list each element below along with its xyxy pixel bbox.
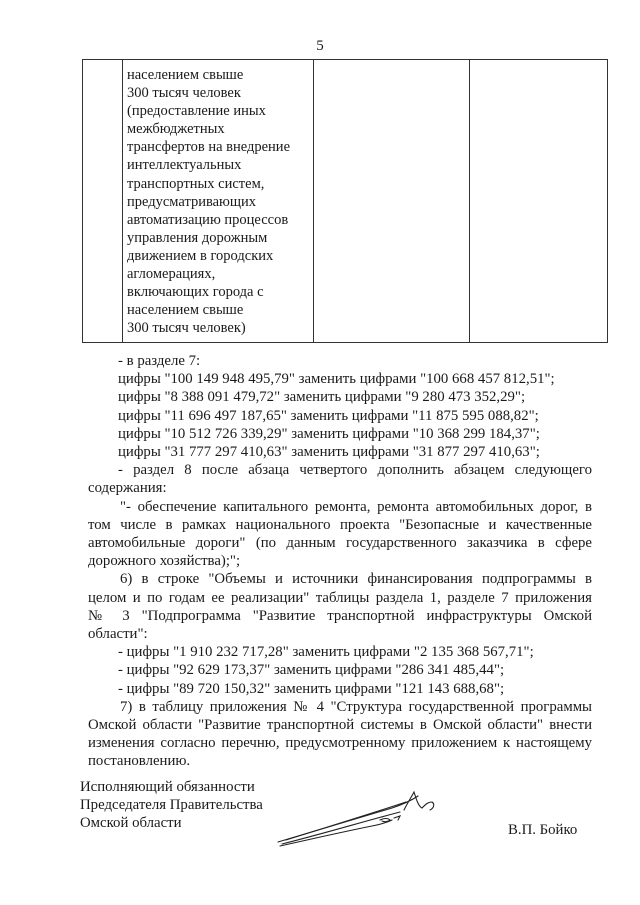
table-cell-description <box>122 60 313 343</box>
signatory-line: Омской области <box>80 815 182 832</box>
text-line: - цифры "1 910 232 717,28" заменить цифрами "2 135 368 567,71"; <box>118 644 534 661</box>
text-line: цифры "100 149 948 495,79" заменить цифрами "100 668 457 812,51"; <box>118 371 555 388</box>
cell-line: трансфертов на внедрение <box>126 139 291 156</box>
cell-line: 300 тысяч человек) <box>126 320 246 337</box>
text-line: Омской области "Развитие транспортной системы в Омской области" внести <box>88 717 592 734</box>
text-line: - в разделе 7: <box>118 353 201 369</box>
text-line: - раздел 8 после абзаца четвертого дополнить абзацем следующего <box>118 462 592 479</box>
document-body <box>88 352 592 771</box>
table-row <box>83 60 608 343</box>
continued-table <box>82 59 608 343</box>
signatory-name: В.П. Бойко <box>508 822 578 838</box>
text-line: "- обеспечение капитального ремонта, ремонта автомобильных дорог, в <box>120 498 592 515</box>
cell-line: населением свыше <box>126 67 244 83</box>
text-line: автомобильные дороги" (по данным государственного заказчика в сфере <box>88 535 592 552</box>
cell-line: транспортных систем, <box>126 175 265 192</box>
text-line: цифры "31 777 297 410,63" заменить цифрами "31 877 297 410,63"; <box>118 444 540 461</box>
text-line: № 3 "Подпрограмма "Развитие транспортной инфраструктуры Омской <box>88 607 592 624</box>
cell-line: интеллектуальных <box>126 157 242 174</box>
signatory-title <box>80 778 263 833</box>
text-line: - цифры "89 720 150,32" заменить цифрами "121 143 688,68"; <box>118 680 505 697</box>
table-cell-number <box>83 60 123 343</box>
text-line: постановлению. <box>88 753 191 770</box>
text-line: том числе в рамках национального проекта "Безопасные и качественные <box>88 516 592 533</box>
text-line: - цифры "92 629 173,37" заменить цифрами "286 341 485,44"; <box>118 662 505 679</box>
handwritten-signature <box>272 788 448 848</box>
cell-line: движением в городских <box>126 247 274 264</box>
text-line: целом и по годам ее реализации" таблицы раздела 1, разделе 7 приложения <box>88 589 592 606</box>
cell-line: автоматизацию процессов <box>126 211 289 228</box>
cell-line: 300 тысяч человек <box>126 85 241 102</box>
text-line: 7) в таблицу приложения № 4 "Структура государственной программы <box>120 698 592 715</box>
signatory-line: Председателя Правительства <box>80 797 263 814</box>
cell-line: включающих города с <box>126 284 264 301</box>
cell-line: управления дорожным <box>126 229 268 246</box>
page-number: 5 <box>316 38 324 54</box>
cell-line: населением свыше <box>126 302 244 319</box>
table-cell-empty <box>313 60 470 343</box>
table-cell-empty <box>470 60 608 343</box>
cell-line: (предоставление иных <box>126 103 266 120</box>
text-line: 6) в строке "Объемы и источники финансирования подпрограммы в <box>120 571 592 588</box>
text-line: дорожного хозяйства);"; <box>88 553 241 570</box>
text-line: области": <box>88 626 148 643</box>
cell-line: межбюджетных <box>126 121 225 138</box>
signatory-line: Исполняющий обязанности <box>80 779 255 795</box>
text-line: цифры "10 512 726 339,29" заменить цифрами "10 368 299 184,37"; <box>118 425 540 442</box>
cell-line: агломерациях, <box>126 266 216 283</box>
text-line: содержания: <box>88 480 167 497</box>
text-line: цифры "8 388 091 479,72" заменить цифрами "9 280 473 352,29"; <box>118 389 526 406</box>
text-line: изменения согласно перечню, предусмотренному приложением к настоящему <box>88 735 592 752</box>
text-line: цифры "11 696 497 187,65" заменить цифрами "11 875 595 088,82"; <box>118 407 539 424</box>
cell-line: предусматривающих <box>126 193 257 210</box>
